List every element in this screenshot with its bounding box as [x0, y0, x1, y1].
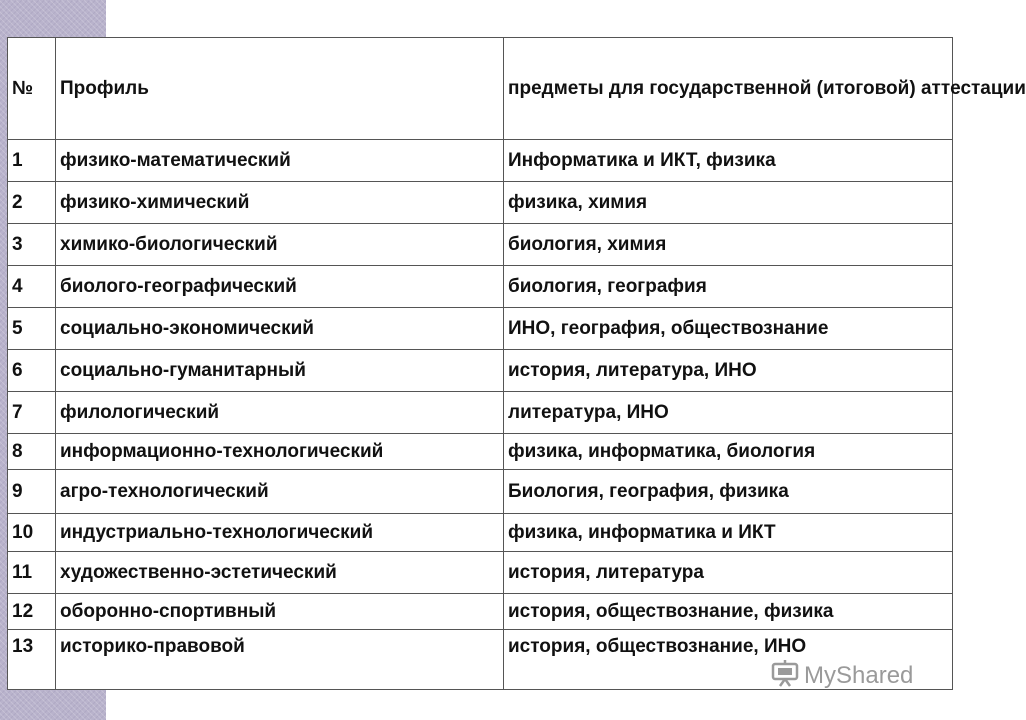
row-profile: социально-экономический [56, 308, 504, 350]
table-row [8, 140, 953, 182]
row-profile: художественно-эстетический [56, 552, 504, 594]
table-row [8, 308, 953, 350]
row-number: 9 [8, 470, 56, 514]
row-profile: химико-биологический [56, 224, 504, 266]
row-profile: индустриально-технологический [56, 514, 504, 552]
watermark-text: MyShared [804, 662, 914, 689]
row-number: 8 [8, 434, 56, 470]
row-number: 6 [8, 350, 56, 392]
table-row [8, 182, 953, 224]
row-number: 4 [8, 266, 56, 308]
row-profile: историко-правовой [56, 630, 504, 690]
row-profile: агро-технологический [56, 470, 504, 514]
table-row [8, 594, 953, 630]
row-subjects: физика, химия [504, 182, 953, 224]
row-profile: оборонно-спортивный [56, 594, 504, 630]
table-row [8, 350, 953, 392]
row-subjects: история, обществознание, физика [504, 594, 953, 630]
header-number: № [8, 38, 56, 140]
row-number: 5 [8, 308, 56, 350]
table-header-row [8, 38, 953, 140]
table-row [8, 392, 953, 434]
table-row [8, 224, 953, 266]
row-profile: физико-химический [56, 182, 504, 224]
attestation-table [7, 37, 1026, 690]
row-number: 2 [8, 182, 56, 224]
table-row [8, 552, 953, 594]
row-subjects: биология, химия [504, 224, 953, 266]
presentation-board-icon [770, 659, 800, 694]
row-subjects: история, литература, ИНО [504, 350, 953, 392]
row-profile: информационно-технологический [56, 434, 504, 470]
row-subjects: история, обществознание, ИНО [504, 630, 953, 690]
table-row [8, 266, 953, 308]
row-number: 1 [8, 140, 56, 182]
table-row [8, 434, 953, 470]
header-profile: Профиль [56, 38, 504, 140]
row-number: 3 [8, 224, 56, 266]
row-subjects: Биология, география, физика [504, 470, 953, 514]
row-subjects: физика, информатика, биология [504, 434, 953, 470]
row-subjects: Информатика и ИКТ, физика [504, 140, 953, 182]
row-profile: физико-математический [56, 140, 504, 182]
row-number: 12 [8, 594, 56, 630]
row-number: 13 [8, 630, 56, 690]
row-subjects: литература, ИНО [504, 392, 953, 434]
header-subjects: предметы для государственной (итоговой) аттестации [504, 38, 953, 140]
myshared-watermark [770, 660, 913, 692]
row-number: 7 [8, 392, 56, 434]
row-number: 10 [8, 514, 56, 552]
table-row [8, 470, 953, 514]
row-subjects: ИНО, география, обществознание [504, 308, 953, 350]
row-subjects: биология, география [504, 266, 953, 308]
row-subjects: физика, информатика и ИКТ [504, 514, 953, 552]
row-profile: социально-гуманитарный [56, 350, 504, 392]
row-subjects: история, литература [504, 552, 953, 594]
row-profile: биолого-географический [56, 266, 504, 308]
row-profile: филологический [56, 392, 504, 434]
table-row [8, 514, 953, 552]
row-number: 11 [8, 552, 56, 594]
